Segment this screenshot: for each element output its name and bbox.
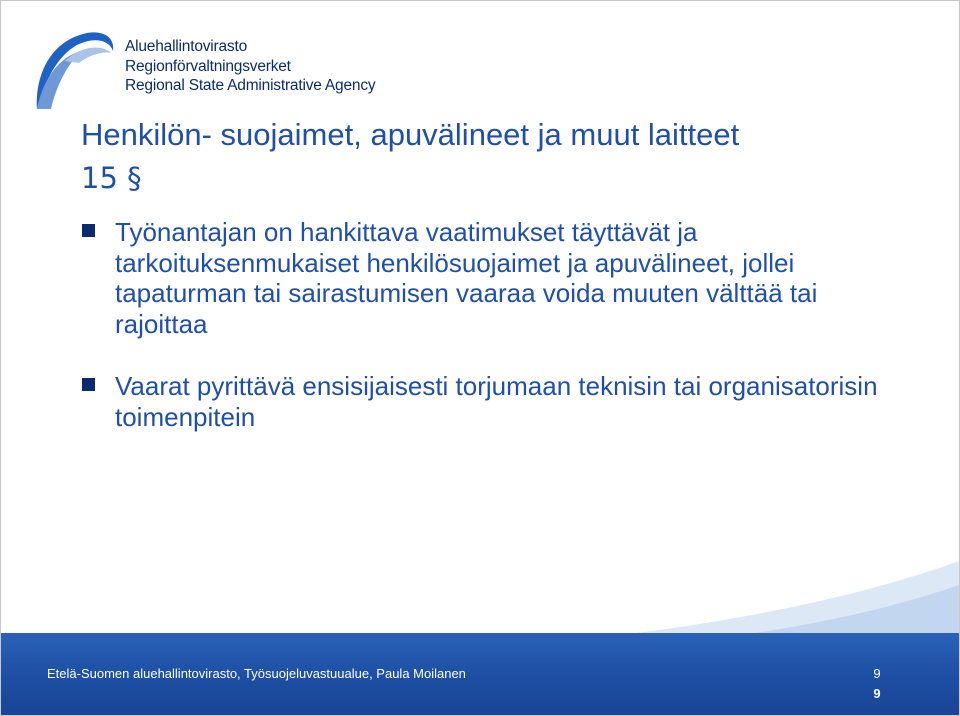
agency-name-en: Regional State Administrative Agency <box>125 77 376 94</box>
page-number-bold: 9 <box>873 686 881 701</box>
square-bullet-icon <box>82 378 95 391</box>
bullet-item <box>81 217 881 339</box>
bullet-list <box>81 217 881 432</box>
bullet-item <box>81 371 881 432</box>
agency-name-fi: Aluehallintovirasto <box>125 38 247 55</box>
bullet-text: Työnantajan on hankittava vaatimukset täyttävät ja tarkoituksenmukaiset henkilösuojaimet ja apuvälineet, jollei tapaturman tai sairastumisen vaaraa voida muuten välttää tai rajoittaa <box>115 217 818 339</box>
bullet-text: Vaarat pyrittävä ensisijaisesti torjumaan teknisin tai organisatorisin toimenpitein <box>115 371 878 432</box>
avi-logo-icon <box>31 29 117 111</box>
page-number: 9 <box>873 666 881 681</box>
slide-title-main: Henkilön- suojaimet, apuvälineet ja muut laitteet <box>81 117 740 152</box>
agency-name <box>125 37 375 96</box>
footer-credits: Etelä-Suomen aluehallintovirasto, Työsuojeluvastuualue, Paula Moilanen <box>47 666 466 681</box>
agency-name-sv: Regionförvaltningsverket <box>125 57 291 75</box>
square-bullet-icon <box>82 224 95 237</box>
agency-logo <box>31 23 381 115</box>
slide-title <box>81 113 921 200</box>
slide-title-section: 15 § <box>81 161 142 195</box>
